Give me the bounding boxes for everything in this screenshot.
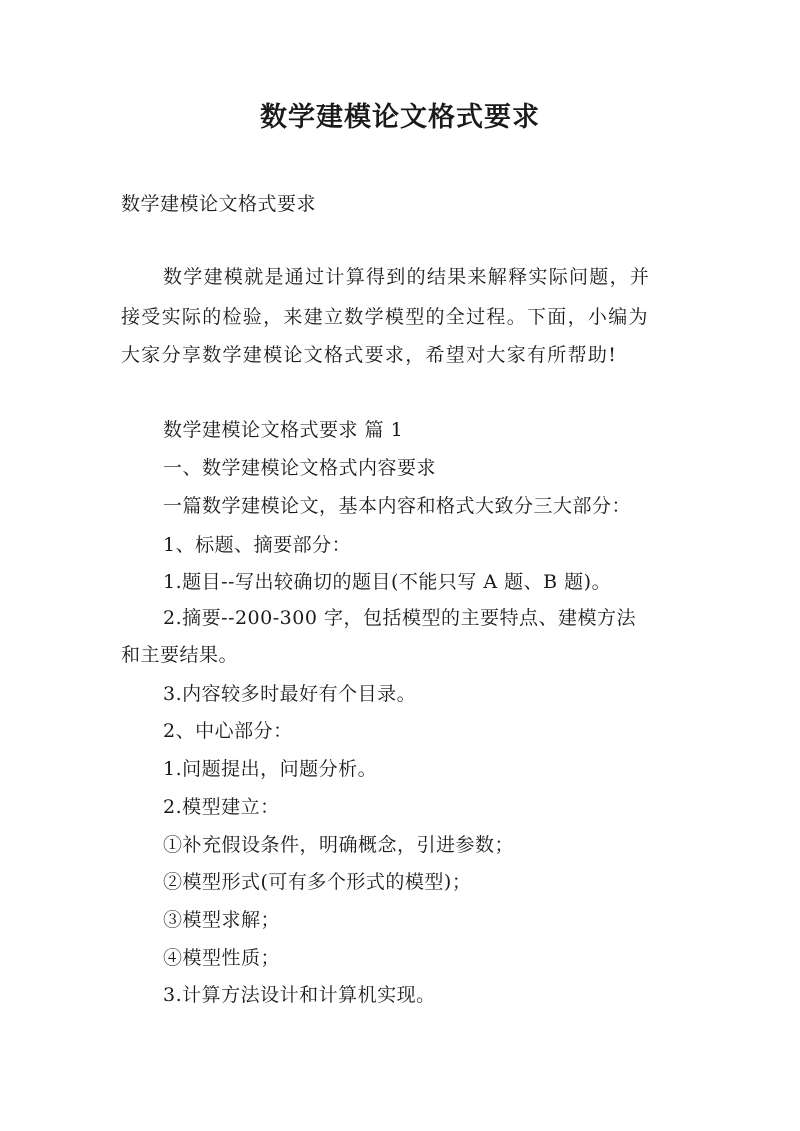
sub-list-item: ④模型性质； (163, 947, 281, 969)
sub-list-item: ①补充假设条件，明确概念，引进参数； (163, 834, 515, 856)
list-item: 1.问题提出，问题分析。 (163, 758, 378, 780)
intro-line: 接受实际的检验，来建立数学模型的全过程。下面，小编为 (121, 306, 649, 328)
list-item: 3.计算方法设计和计算机实现。 (163, 984, 436, 1006)
section-heading: 数学建模论文格式要求 篇 1 (163, 419, 404, 441)
intro-line: 数学建模就是通过计算得到的结果来解释实际问题，并 (163, 266, 651, 288)
sub-list-item: ②模型形式(可有多个形式的模型)； (163, 871, 472, 893)
list-item: 2.模型建立： (163, 796, 280, 818)
document-subtitle: 数学建模论文格式要求 (121, 193, 317, 215)
list-item: 3.内容较多时最好有个目录。 (163, 683, 417, 705)
sub-list-item: ③模型求解； (163, 909, 281, 931)
subsection-heading: 一、数学建模论文格式内容要求 (163, 457, 437, 479)
intro-line: 大家分享数学建模论文格式要求，希望对大家有所帮助! (121, 344, 618, 366)
list-item-continuation: 和主要结果。 (121, 644, 239, 666)
body-text-line: 一篇数学建模论文，基本内容和格式大致分三大部分： (163, 495, 632, 517)
list-item: 2.摘要--200-300 字，包括模型的主要特点、建模方法 (163, 607, 636, 629)
part-heading: 1、标题、摘要部分： (163, 534, 352, 556)
list-item: 1.题目--写出较确切的题目(不能只写 A 题、B 题)。 (163, 571, 612, 593)
part-heading: 2、中心部分： (163, 720, 293, 742)
page-title: 数学建模论文格式要求 (260, 102, 540, 133)
